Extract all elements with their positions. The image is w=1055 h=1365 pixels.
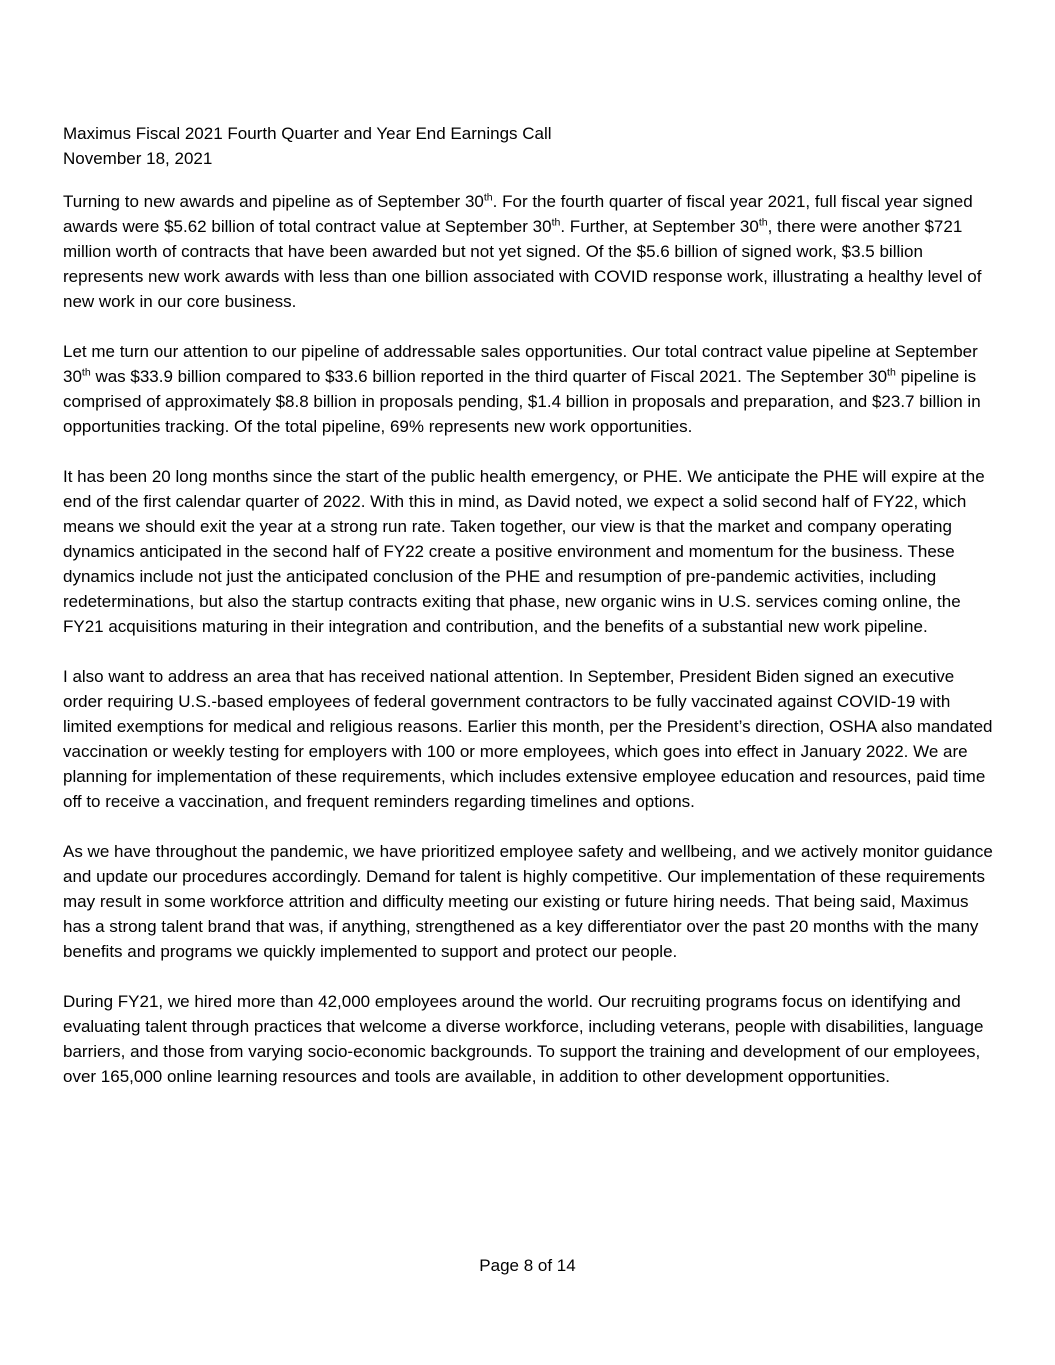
document-title: Maximus Fiscal 2021 Fourth Quarter and Year End Earnings Call: [63, 124, 552, 143]
document-content: [63, 121, 994, 1089]
paragraph: [63, 339, 994, 439]
paragraph-text: It has been 20 long months since the start of the public health emergency, or PHE. We anticipate the PHE will expire at the end of the first calendar quarter of 2022. With this in mind, as David noted, we expect a solid second half of FY22, which means we should exit the year at a strong run rate. Taken together, our view is that the market and company operating dynamics anticipated in the second half of FY22 create a positive environment and momentum for the business. These dynamics include not just the anticipated conclusion of the PHE and resumption of pre-pandemic activities, including redeterminations, but also the startup contracts exiting that phase, new organic wins in U.S. services coming online, the FY21 acquisitions maturing in their integration and contribution, and the benefits of a substantial new work pipeline.: [63, 467, 985, 636]
document-header: [63, 121, 994, 171]
paragraph-text: As we have throughout the pandemic, we have prioritized employee safety and wellbeing, and we actively monitor guidance and update our procedures accordingly. Demand for talent is highly competitive. Our implementation of these requirements may result in some workforce attrition and difficulty meeting our existing or future hiring needs. That being said, Maximus has a strong talent brand that was, if anything, strengthened as a key differentiator over the past 20 months with the many benefits and programs we quickly implemented to support and protect our people.: [63, 842, 993, 961]
ordinal-superscript: th: [551, 216, 561, 229]
paragraph: [63, 989, 994, 1089]
paragraph-text: I also want to address an area that has received national attention. In September, President Biden signed an executive order requiring U.S.-based employees of federal government contractors to be fully vaccinated against COVID-19 with limited exemptions for medical and religious reasons. Earlier this month, per the President’s direction, OSHA also mandated vaccination or weekly testing for employers with 100 or more employees, which goes into effect in January 2022. We are planning for implementation of these requirements, which includes extensive employee education and resources, paid time off to receive a vaccination, and frequent reminders regarding timelines and options.: [63, 667, 993, 811]
ordinal-superscript: th: [887, 366, 896, 379]
paragraph-text: . Further, at September 30: [560, 217, 759, 236]
page-number: Page 8 of 14: [479, 1256, 576, 1275]
paragraph: [63, 464, 994, 639]
paragraph-text: pipeline is comprised of approximately $8.8 billion in proposals pending, $1.4 billion in proposals and preparation, and $23.7 billion in opportunities tracking. Of the total pipeline, 69% represents new work opportunities.: [63, 367, 981, 436]
paragraph-text: Turning to new awards and pipeline as of September 30: [63, 192, 484, 211]
document-body: [63, 189, 994, 1089]
paragraph: [63, 664, 994, 814]
paragraph: [63, 189, 994, 314]
ordinal-superscript: th: [483, 191, 493, 204]
ordinal-superscript: th: [758, 216, 768, 229]
paragraph: [63, 839, 994, 964]
paragraph-text: During FY21, we hired more than 42,000 employees around the world. Our recruiting programs focus on identifying and evaluating talent through practices that welcome a diverse workforce, including veterans, people with disabilities, language barriers, and those from varying socio-economic backgrounds. To support the training and development of our employees, over 165,000 online learning resources and tools are available, in addition to other development opportunities.: [63, 992, 984, 1086]
paragraph-text: , there were another $721 million worth of contracts that have been awarded but not yet signed. Of the $5.6 billion of signed work, $3.5 billion represents new work awards with less than one billion associated with COVID response work, illustrating a healthy level of new work in our core business.: [63, 217, 982, 311]
ordinal-superscript: th: [81, 366, 91, 379]
page-footer: [0, 1253, 1055, 1278]
paragraph-text: . For the fourth quarter of fiscal year 2021, full fiscal year signed awards were $5.62 billion of total contract value at September 30: [63, 192, 973, 236]
document-date: November 18, 2021: [63, 149, 213, 168]
paragraph-text: was $33.9 billion compared to $33.6 billion reported in the third quarter of Fiscal 2021. The September 30: [90, 367, 888, 386]
paragraph-text: Let me turn our attention to our pipeline of addressable sales opportunities. Our total contract value pipeline at September 30: [63, 342, 978, 386]
